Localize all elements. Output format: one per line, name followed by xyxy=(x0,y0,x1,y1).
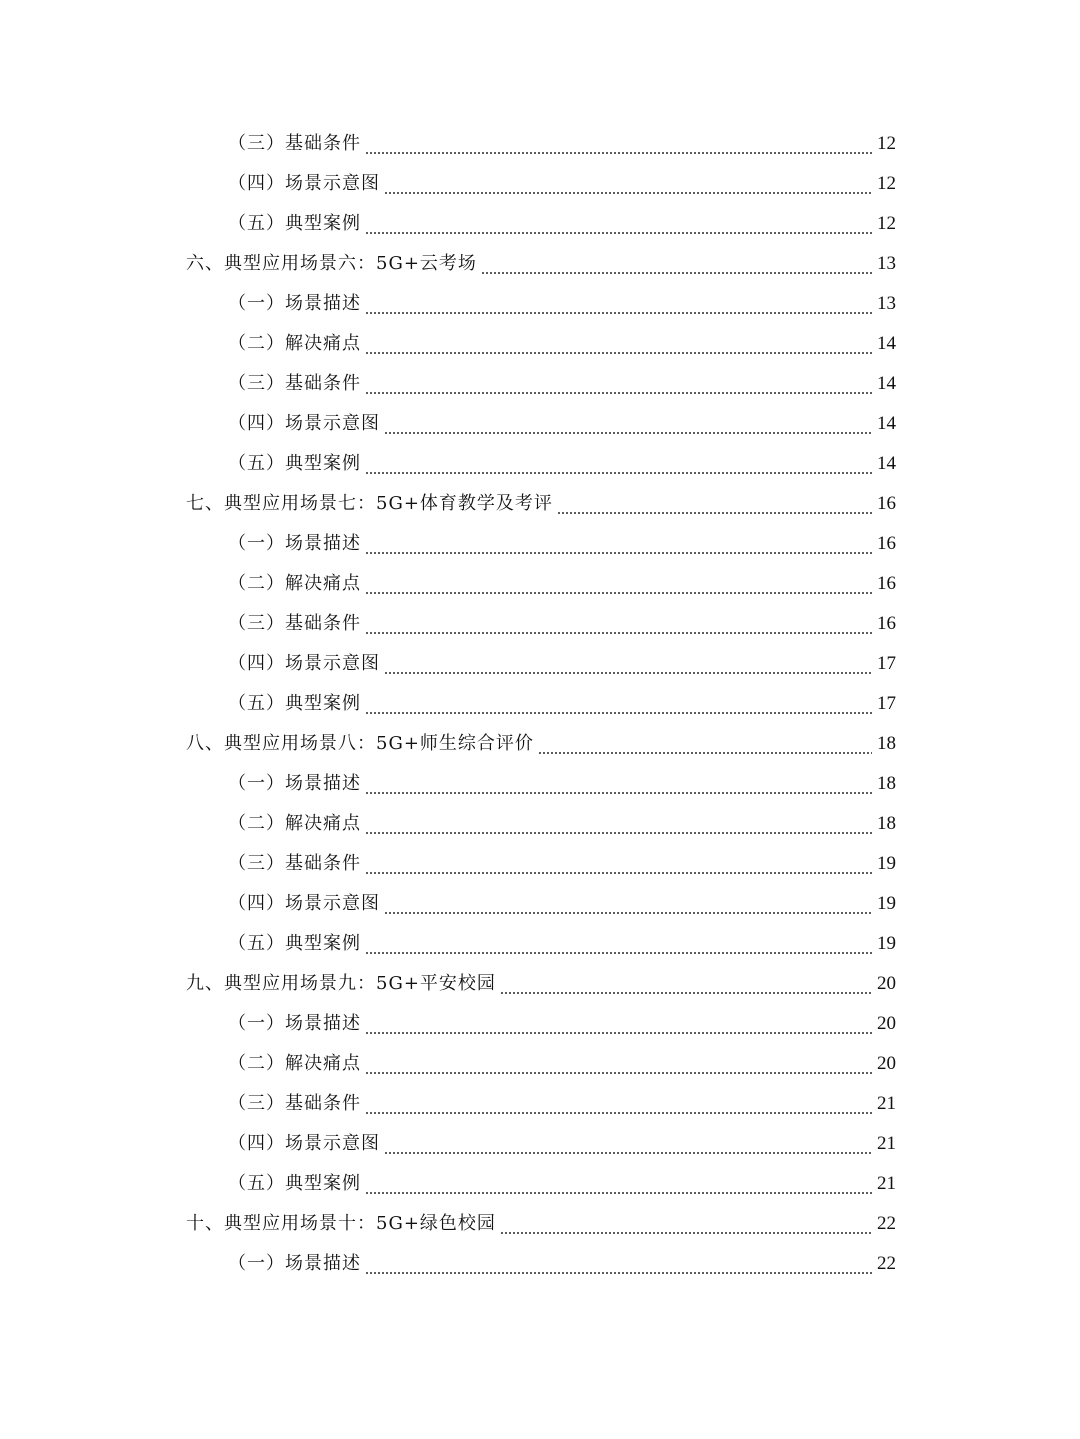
toc-page-number: 16 xyxy=(877,493,896,514)
toc-page-number: 21 xyxy=(877,1173,896,1194)
toc-entry-title: （五）典型案例 xyxy=(228,213,361,234)
toc-dot-leader xyxy=(365,924,872,964)
toc-page-number: 14 xyxy=(877,453,896,474)
toc-section-entry[interactable] xyxy=(228,1084,896,1124)
toc-dot-leader xyxy=(365,804,872,844)
toc-section-entry[interactable] xyxy=(228,604,896,644)
toc-dot-leader xyxy=(365,124,872,164)
toc-dot-leader xyxy=(365,1244,872,1284)
toc-chapter-entry[interactable] xyxy=(186,484,896,524)
toc-entry-title: （五）典型案例 xyxy=(228,693,361,714)
toc-dot-leader xyxy=(384,644,872,684)
toc-dot-leader xyxy=(500,964,872,1004)
toc-section-entry[interactable] xyxy=(228,684,896,724)
toc-page-number: 18 xyxy=(877,773,896,794)
toc-entry-title: （一）场景描述 xyxy=(228,1013,361,1034)
toc-page-number: 18 xyxy=(877,733,896,754)
toc-chapter-entry[interactable] xyxy=(186,964,896,1004)
toc-entry-title: （三）基础条件 xyxy=(228,373,361,394)
toc-page-number: 14 xyxy=(877,333,896,354)
toc-page-number: 20 xyxy=(877,973,896,994)
toc-entry-title: （二）解决痛点 xyxy=(228,333,361,354)
toc-dot-leader xyxy=(365,324,872,364)
toc-dot-leader xyxy=(365,1164,872,1204)
toc-section-entry[interactable] xyxy=(228,164,896,204)
toc-dot-leader xyxy=(365,284,872,324)
toc-page-number: 12 xyxy=(877,173,896,194)
toc-dot-leader xyxy=(365,764,872,804)
toc-entry-title: （四）场景示意图 xyxy=(228,1133,380,1154)
toc-page-number: 19 xyxy=(877,933,896,954)
toc-section-entry[interactable] xyxy=(228,124,896,164)
toc-page-number: 16 xyxy=(877,613,896,634)
toc-entry-title: （四）场景示意图 xyxy=(228,653,380,674)
toc-chapter-entry[interactable] xyxy=(186,244,896,284)
toc-entry-title: （五）典型案例 xyxy=(228,933,361,954)
toc-page-number: 12 xyxy=(877,213,896,234)
toc-dot-leader xyxy=(481,244,872,284)
toc-page-number: 12 xyxy=(877,133,896,154)
toc-entry-title: 十、典型应用场景十：5G+绿色校园 xyxy=(186,1213,496,1234)
toc-dot-leader xyxy=(365,364,872,404)
toc-dot-leader xyxy=(384,1124,872,1164)
toc-section-entry[interactable] xyxy=(228,284,896,324)
toc-entry-title: 八、典型应用场景八：5G+师生综合评价 xyxy=(186,733,534,754)
toc-entry-title: （二）解决痛点 xyxy=(228,1053,361,1074)
toc-dot-leader xyxy=(384,404,872,444)
toc-dot-leader xyxy=(365,604,872,644)
toc-section-entry[interactable] xyxy=(228,644,896,684)
toc-page-number: 19 xyxy=(877,893,896,914)
toc-dot-leader xyxy=(365,444,872,484)
toc-entry-title: （一）场景描述 xyxy=(228,1253,361,1274)
toc-dot-leader xyxy=(365,1044,872,1084)
toc-entry-title: （四）场景示意图 xyxy=(228,893,380,914)
toc-page-number: 22 xyxy=(877,1213,896,1234)
toc-dot-leader xyxy=(365,684,872,724)
toc-page-number: 17 xyxy=(877,693,896,714)
toc-page-number: 13 xyxy=(877,253,896,274)
toc-page-number: 17 xyxy=(877,653,896,674)
toc-page-number: 13 xyxy=(877,293,896,314)
toc-dot-leader xyxy=(365,1084,872,1124)
toc-entry-title: （三）基础条件 xyxy=(228,1093,361,1114)
toc-entry-title: 六、典型应用场景六：5G+云考场 xyxy=(186,253,477,274)
toc-section-entry[interactable] xyxy=(228,844,896,884)
toc-page-number: 16 xyxy=(877,533,896,554)
toc-entry-title: （三）基础条件 xyxy=(228,853,361,874)
toc-page-number: 14 xyxy=(877,413,896,434)
toc-dot-leader xyxy=(365,204,872,244)
toc-dot-leader xyxy=(365,524,872,564)
toc-page-number: 20 xyxy=(877,1013,896,1034)
toc-section-entry[interactable] xyxy=(228,1124,896,1164)
toc-section-entry[interactable] xyxy=(228,364,896,404)
toc-page-number: 19 xyxy=(877,853,896,874)
toc-page-number: 20 xyxy=(877,1053,896,1074)
toc-dot-leader xyxy=(557,484,872,524)
toc-page-number: 21 xyxy=(877,1093,896,1114)
toc-dot-leader xyxy=(365,844,872,884)
toc-section-entry[interactable] xyxy=(228,564,896,604)
toc-dot-leader xyxy=(384,164,872,204)
toc-entry-title: （一）场景描述 xyxy=(228,533,361,554)
toc-section-entry[interactable] xyxy=(228,204,896,244)
toc-entry-title: （三）基础条件 xyxy=(228,613,361,634)
toc-dot-leader xyxy=(384,884,872,924)
toc-section-entry[interactable] xyxy=(228,444,896,484)
toc-section-entry[interactable] xyxy=(228,324,896,364)
toc-entry-title: 七、典型应用场景七：5G+体育教学及考评 xyxy=(186,493,553,514)
toc-entry-title: （四）场景示意图 xyxy=(228,413,380,434)
toc-section-entry[interactable] xyxy=(228,524,896,564)
toc-dot-leader xyxy=(500,1204,872,1244)
toc-section-entry[interactable] xyxy=(228,1004,896,1044)
toc-page-number: 16 xyxy=(877,573,896,594)
toc-section-entry[interactable] xyxy=(228,1244,896,1284)
toc-section-entry[interactable] xyxy=(228,924,896,964)
toc-page-number: 18 xyxy=(877,813,896,834)
toc-section-entry[interactable] xyxy=(228,1044,896,1084)
toc-page-number: 22 xyxy=(877,1253,896,1274)
toc-page-number: 21 xyxy=(877,1133,896,1154)
toc-page-number: 14 xyxy=(877,373,896,394)
toc-entry-title: （二）解决痛点 xyxy=(228,573,361,594)
toc-entry-title: （五）典型案例 xyxy=(228,1173,361,1194)
toc-section-entry[interactable] xyxy=(228,804,896,844)
toc-entry-title: （一）场景描述 xyxy=(228,773,361,794)
toc-chapter-entry[interactable] xyxy=(186,1204,896,1244)
toc-dot-leader xyxy=(538,724,872,764)
toc-section-entry[interactable] xyxy=(228,884,896,924)
toc-dot-leader xyxy=(365,1004,872,1044)
toc-section-entry[interactable] xyxy=(228,764,896,804)
toc-chapter-entry[interactable] xyxy=(186,724,896,764)
toc-entry-title: 九、典型应用场景九：5G+平安校园 xyxy=(186,973,496,994)
toc-entry-title: （五）典型案例 xyxy=(228,453,361,474)
toc-entry-title: （一）场景描述 xyxy=(228,293,361,314)
toc-entry-title: （四）场景示意图 xyxy=(228,173,380,194)
toc-entry-title: （二）解决痛点 xyxy=(228,813,361,834)
toc-entry-title: （三）基础条件 xyxy=(228,133,361,154)
toc-section-entry[interactable] xyxy=(228,1164,896,1204)
toc-section-entry[interactable] xyxy=(228,404,896,444)
toc-dot-leader xyxy=(365,564,872,604)
